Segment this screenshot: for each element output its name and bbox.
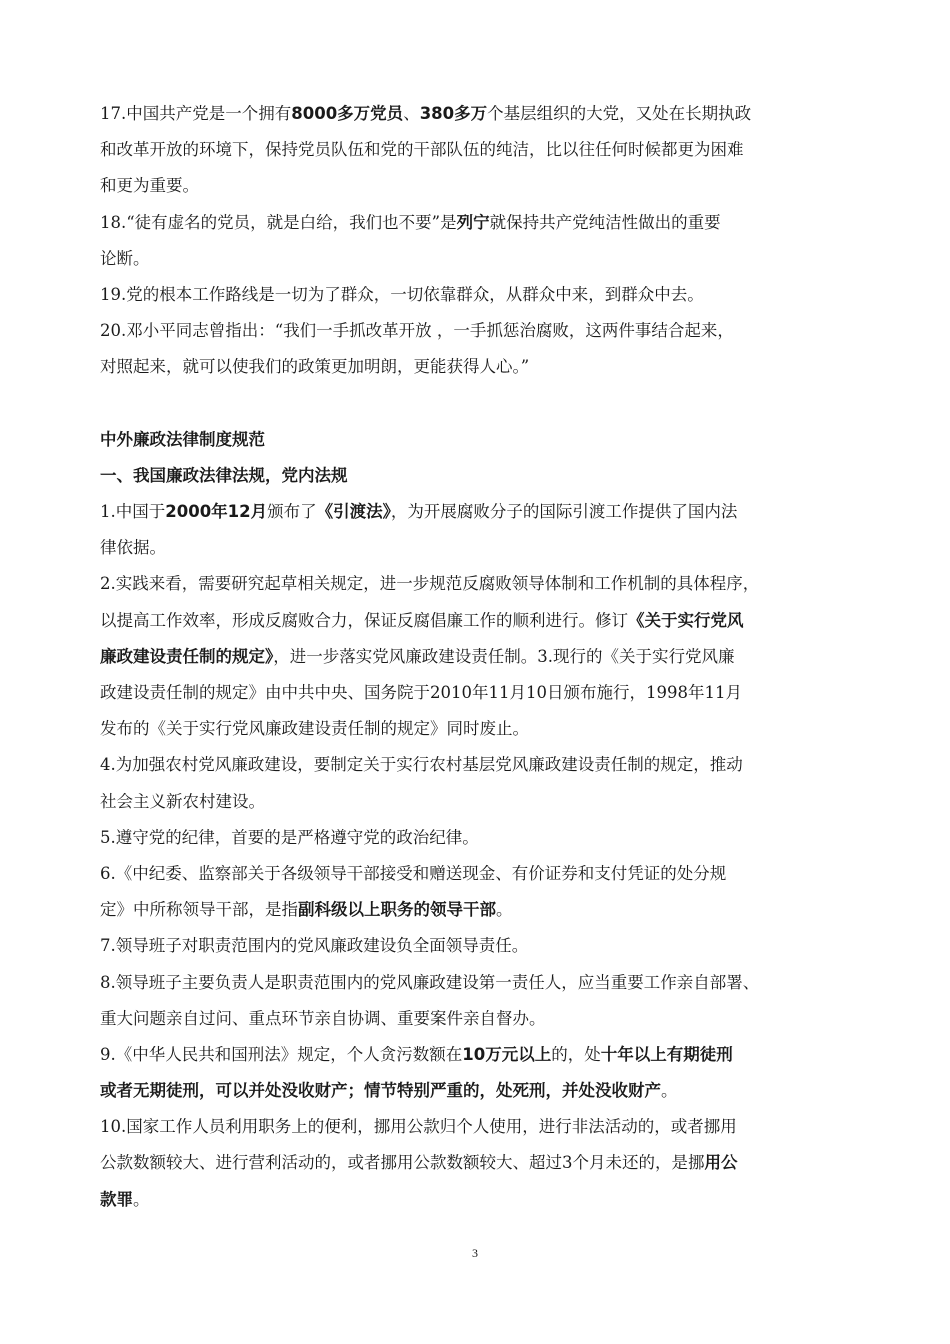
law-5-line-1: 5.遵守党的纪律，首要的是严格遵守党的政治纪律。 — [100, 827, 479, 847]
text: 颁布了 — [267, 502, 317, 522]
bold-text: 380多万 — [419, 104, 488, 123]
bold-text: 十年以上有期徒刑 — [600, 1044, 733, 1064]
page-number: 3 — [472, 1246, 478, 1260]
bold-text: 10万元以上 — [462, 1044, 552, 1064]
law-9-line-1 — [100, 1037, 850, 1073]
spacer — [100, 386, 850, 422]
item-20-line-2: 对照起来，就可以使我们的政策更加明朗，更能获得人心。” — [100, 357, 530, 377]
law-2-line-2 — [100, 603, 850, 639]
text: 9.《中华人民共和国刑法》规定，个人贪污数额在 — [100, 1044, 463, 1064]
law-6-line-1: 6.《中纪委、监察部关于各级领导干部接受和赠送现金、有价证券和支付凭证的处分规 — [100, 863, 727, 883]
bold-text: 副科级以上职务的领导干部 — [298, 900, 496, 920]
law-4-line-2: 社会主义新农村建设。 — [100, 791, 265, 811]
bold-text: 用公 — [704, 1153, 738, 1173]
bold-text: 8000多万党员 — [291, 104, 404, 123]
text: 。 — [496, 900, 513, 920]
bold-text: 廉政建设责任制的规定》 — [100, 646, 274, 666]
law-4-line-1: 4.为加强农村党风廉政建设，要制定关于实行农村基层党风廉政建设责任制的规定，推动 — [100, 755, 743, 775]
text: 的，处 — [551, 1044, 601, 1064]
text: 定》中所称领导干部，是指 — [100, 900, 298, 920]
bold-text: 或者无期徒刑，可以并处没收财产；情节特别严重的，处死刑，并处没收财产 — [100, 1081, 661, 1101]
text: 18.“徒有虚名的党员，就是白给，我们也不要”是 — [100, 212, 457, 232]
text: 。 — [133, 1189, 150, 1209]
bold-text: 列宁 — [456, 212, 490, 232]
law-2-line-5: 发布的《关于实行党风廉政建设责任制的规定》同时废止。 — [100, 719, 529, 739]
item-18-line-2: 论断。 — [100, 248, 150, 268]
text: 公款数额较大、进行营利活动的，或者挪用公款数额较大、超过3个月未还的，是挪 — [100, 1153, 705, 1173]
law-9-line-2 — [100, 1073, 850, 1109]
law-2-line-1: 2.实践来看，需要研究起草相关规定，进一步规范反腐败领导体制和工作机制的具体程序， — [100, 574, 760, 594]
law-8-line-1: 8.领导班子主要负责人是职责范围内的党风廉政建设第一责任人，应当重要工作亲自部署、 — [100, 972, 760, 992]
bold-text: 2000年12月 — [165, 502, 268, 522]
item-17-line-2: 和改革开放的环境下，保持党员队伍和党的干部队伍的纯洁，比以往任何时候都更为困难 — [100, 140, 744, 160]
text: 17.中国共产党是一个拥有 — [100, 104, 292, 123]
text: ，进一步落实党风廉政建设责任制。3.现行的《关于实行党风廉 — [273, 646, 735, 666]
law-6-line-2 — [100, 892, 850, 928]
law-8-line-2: 重大问题亲自过问、重点环节亲自协调、重要案件亲自督办。 — [100, 1008, 546, 1028]
law-10-line-1: 10.国家工作人员利用职务上的便利，挪用公款归个人使用，进行非法活动的，或者挪用 — [100, 1117, 737, 1137]
item-18-line-1 — [100, 205, 850, 241]
bold-text: 《引渡法》 — [316, 502, 391, 522]
item-17-line-3: 和更为重要。 — [100, 176, 199, 196]
item-17-line-1 — [100, 96, 850, 132]
item-20-line-1: 20.邓小平同志曾指出：“我们一手抓改革开放 ，一手抓惩治腐败，这两件事结合起来， — [100, 321, 734, 341]
bold-text: 《关于实行党风 — [628, 610, 744, 630]
law-1-line-2: 律依据。 — [100, 538, 166, 558]
text: 以提高工作效率，形成反腐败合力，保证反腐倡廉工作的顺利进行。修订 — [100, 610, 628, 630]
section-subtitle: 一、我国廉政法律法规，党内法规 — [100, 465, 348, 485]
item-19-line-1: 19.党的根本工作路线是一切为了群众，一切依靠群众，从群众中来，到群众中去。 — [100, 284, 704, 304]
text: 1.中国于 — [100, 502, 166, 522]
law-7-line-1: 7.领导班子对职责范围内的党风廉政建设负全面领导责任。 — [100, 936, 529, 956]
law-2-line-4: 政建设责任制的规定》由中共中央、国务院于2010年11月10日颁布施行，1998年11月 — [100, 683, 742, 702]
document-body — [100, 96, 850, 1218]
text: 就保持共产党纯洁性做出的重要 — [489, 212, 721, 232]
text: 、 — [403, 104, 420, 123]
law-2-line-3 — [100, 639, 850, 675]
law-1-line-1 — [100, 494, 850, 530]
law-10-line-3 — [100, 1182, 850, 1218]
bold-text: 款罪 — [100, 1189, 133, 1209]
text: 个基层组织的大党，又处在长期执政 — [487, 104, 752, 123]
section-title: 中外廉政法律制度规范 — [100, 429, 265, 449]
text: 。 — [661, 1081, 678, 1101]
text: ，为开展腐败分子的国际引渡工作提供了国内法 — [390, 502, 738, 522]
law-10-line-2 — [100, 1145, 850, 1181]
